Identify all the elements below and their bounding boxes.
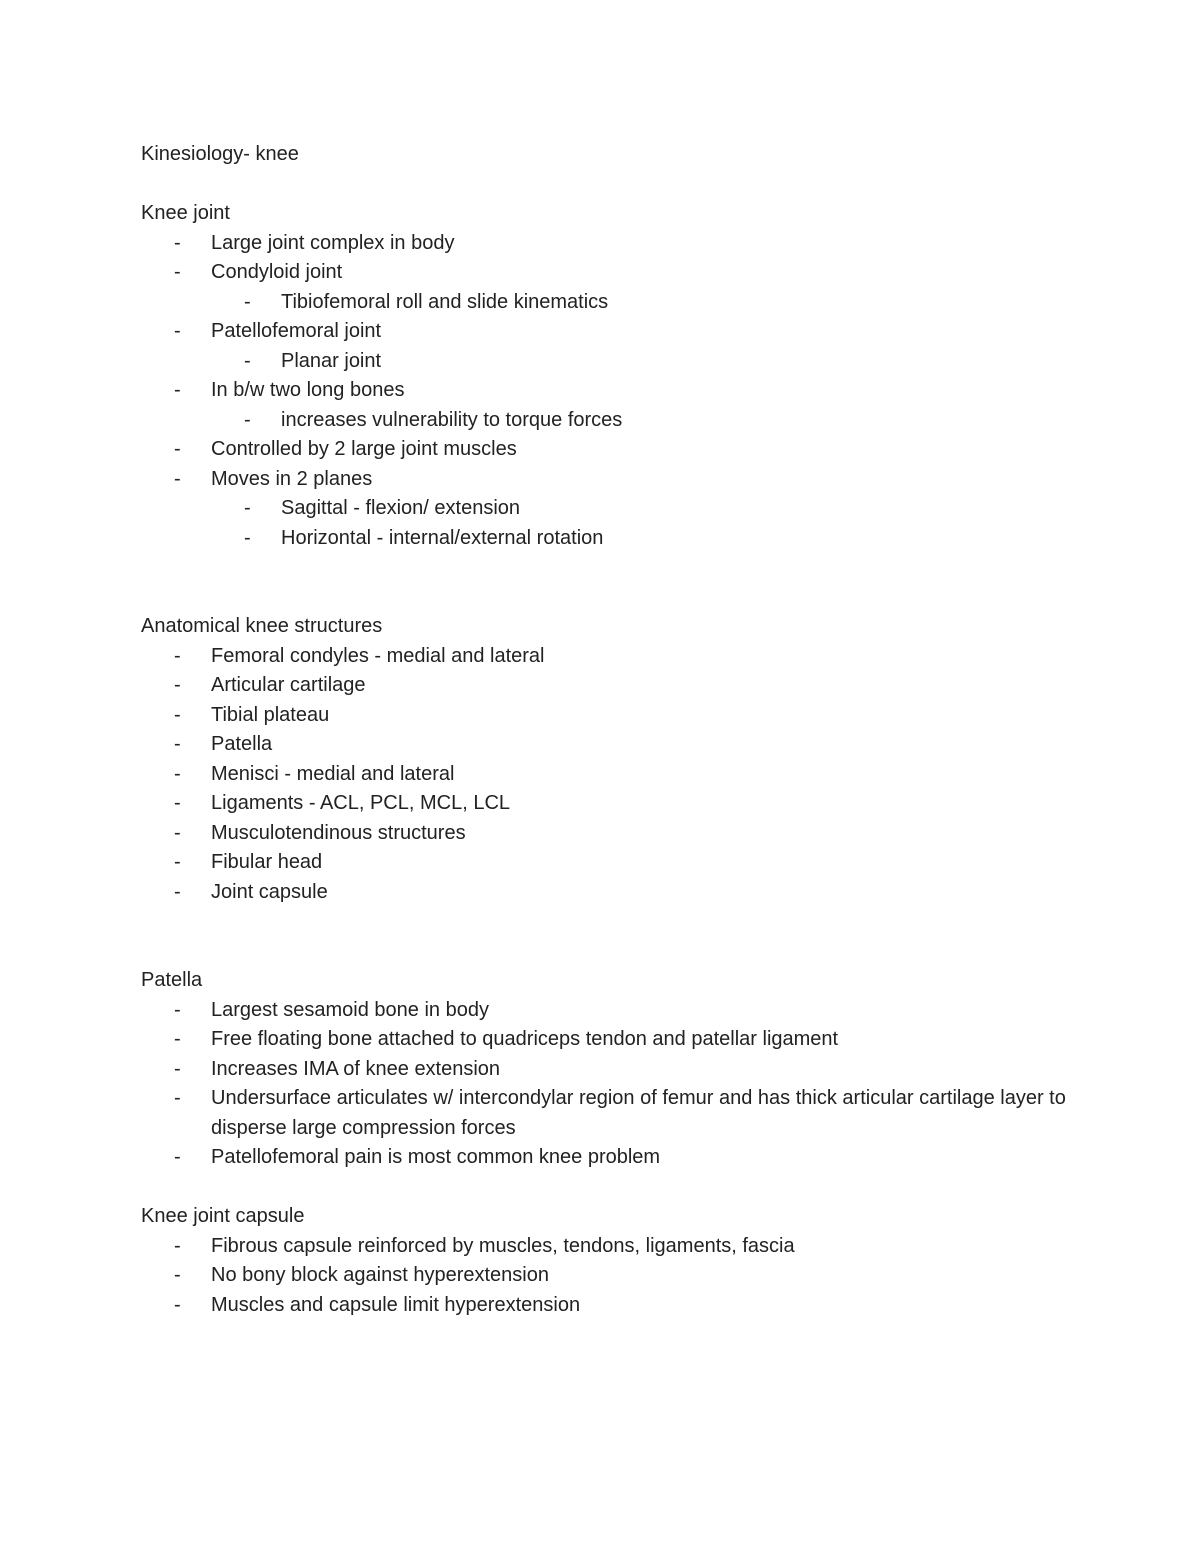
list-item [141, 317, 1071, 376]
bullet-dash: - [174, 674, 181, 696]
bullet-dash: - [174, 320, 181, 342]
list-item-text: Controlled by 2 large joint muscles [211, 438, 517, 460]
section-heading: Patella [141, 969, 203, 991]
sub-bullet-list [211, 347, 1071, 377]
list-item [141, 465, 1071, 554]
bullet-dash: - [174, 1293, 181, 1316]
sub-bullet-list [211, 406, 1071, 436]
bullet-list [141, 642, 1071, 908]
list-item [141, 258, 1071, 317]
list-item-text: Articular cartilage [211, 674, 366, 696]
sub-list-item [211, 347, 1071, 377]
section-knee-joint [141, 199, 1071, 553]
bullet-dash: - [174, 821, 181, 844]
list-item-text: Ligaments - ACL, PCL, MCL, LCL [211, 792, 511, 814]
bullet-dash: - [174, 851, 181, 873]
bullet-dash: - [174, 880, 181, 903]
list-item [141, 1025, 1071, 1055]
list-item-text: Menisci - medial and lateral [211, 762, 455, 785]
bullet-dash: - [174, 467, 181, 490]
sub-list-item [211, 406, 1071, 436]
list-item-text: Femoral condyles - medial and lateral [211, 644, 545, 667]
sub-list-item-text: Planar joint [281, 349, 382, 372]
list-item [141, 642, 1071, 672]
bullet-dash: - [174, 438, 181, 460]
list-item [141, 819, 1071, 849]
list-item-text: Largest sesamoid bone in body [211, 998, 489, 1021]
sub-list-item [211, 524, 1071, 554]
bullet-list [141, 996, 1071, 1173]
section-knee-joint-capsule [141, 1202, 1071, 1320]
sub-bullet-list [211, 494, 1071, 553]
sub-bullet-list [211, 288, 1071, 318]
list-item-text: Patellofemoral pain is most common knee problem [211, 1146, 661, 1168]
list-item-text: Free floating bone attached to quadriceps tendon and patellar ligament [211, 1028, 839, 1050]
list-item [141, 878, 1071, 908]
sub-list-item [211, 494, 1071, 524]
bullet-dash: - [174, 1146, 181, 1168]
list-item [141, 730, 1071, 760]
list-item-text: No bony block against hyperextension [211, 1264, 549, 1286]
list-item-text: Increases IMA of knee extension [211, 1057, 501, 1080]
list-item [141, 1055, 1071, 1085]
bullet-list [141, 1232, 1071, 1321]
list-item [141, 376, 1071, 435]
document-title: Kinesiology- knee [141, 143, 299, 165]
list-item-text: Fibular head [211, 851, 323, 873]
section-anatomical-knee-structures [141, 612, 1071, 907]
bullet-dash: - [174, 231, 181, 254]
bullet-dash: - [174, 379, 181, 401]
list-item [141, 1143, 1071, 1173]
bullet-dash: - [174, 1264, 181, 1286]
section-spacer [141, 1173, 1071, 1203]
list-item-text: Fibrous capsule reinforced by muscles, tendons, ligaments, fascia [211, 1234, 795, 1257]
list-item [141, 671, 1071, 701]
section-spacer [141, 553, 1071, 612]
bullet-dash: - [174, 733, 181, 755]
bullet-dash: - [174, 1028, 181, 1050]
list-item [141, 1232, 1071, 1262]
bullet-list [141, 229, 1071, 554]
sub-list-item-text: Tibiofemoral roll and slide kinematics [281, 290, 609, 313]
list-item [141, 435, 1071, 465]
list-item-text: Tibial plateau [211, 703, 330, 726]
list-item [141, 789, 1071, 819]
sub-list-item-text: Horizontal - internal/external rotation [281, 526, 604, 549]
sub-list-item-text: increases vulnerability to torque forces [281, 408, 623, 431]
bullet-dash: - [244, 526, 251, 549]
list-item-text: Muscles and capsule limit hyperextension [211, 1293, 581, 1316]
bullet-dash: - [174, 703, 181, 726]
bullet-dash: - [174, 1057, 181, 1080]
bullet-dash: - [244, 290, 251, 313]
list-item [141, 701, 1071, 731]
list-item [141, 848, 1071, 878]
bullet-dash: - [174, 261, 181, 283]
list-item-text: In b/w two long bones [211, 379, 405, 401]
section-heading: Knee joint capsule [141, 1205, 305, 1227]
section-heading: Knee joint [141, 202, 230, 224]
list-item-text: Moves in 2 planes [211, 467, 373, 490]
list-item [141, 1084, 1071, 1143]
list-item-text: Joint capsule [211, 880, 328, 903]
bullet-dash: - [244, 349, 251, 372]
list-item [141, 229, 1071, 259]
bullet-dash: - [244, 408, 251, 431]
section-spacer [141, 907, 1071, 966]
bullet-dash: - [174, 644, 181, 667]
bullet-dash: - [174, 792, 181, 814]
list-item-text: Condyloid joint [211, 261, 343, 283]
list-item-text: Undersurface articulates w/ intercondylar region of femur and has thick articular cartilage layer to disperse large compression forces [211, 1087, 1066, 1139]
sub-list-item [211, 288, 1071, 318]
list-item-text: Musculotendinous structures [211, 821, 466, 844]
bullet-dash: - [174, 998, 181, 1021]
list-item [141, 760, 1071, 790]
list-item-text: Patellofemoral joint [211, 320, 382, 342]
sections-container [141, 199, 1071, 1320]
list-item [141, 1291, 1071, 1321]
list-item [141, 1261, 1071, 1291]
list-item [141, 996, 1071, 1026]
bullet-dash: - [174, 1234, 181, 1257]
document-body [141, 140, 1071, 1320]
section-heading: Anatomical knee structures [141, 615, 383, 637]
list-item-text: Patella [211, 733, 273, 755]
bullet-dash: - [174, 762, 181, 785]
bullet-dash: - [174, 1087, 181, 1109]
section-patella [141, 966, 1071, 1173]
bullet-dash: - [244, 497, 251, 519]
list-item-text: Large joint complex in body [211, 231, 455, 254]
sub-list-item-text: Sagittal - flexion/ extension [281, 497, 521, 519]
